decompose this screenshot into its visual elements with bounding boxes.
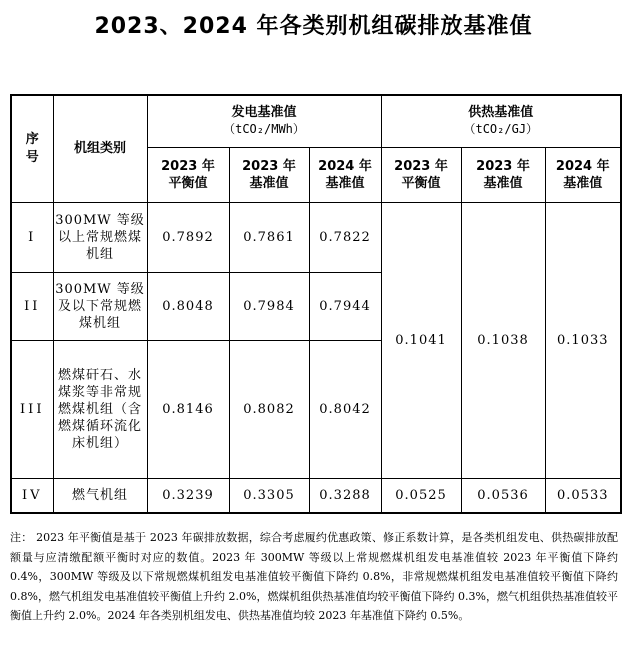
subheader-power-2024 [309, 147, 381, 202]
table-row [11, 478, 621, 513]
heat-group-unit: （tCO₂/GJ） [463, 122, 539, 137]
cell-heat-2024-coal: 0.1033 [545, 202, 621, 478]
subheader-heat-2024 [545, 147, 621, 202]
header-seq-label: 序号 [25, 131, 39, 165]
header-power-group [147, 95, 381, 147]
cell-power-balance: 0.3239 [147, 478, 229, 513]
subheader-heat-balance [381, 147, 461, 202]
cell-power-2023: 0.7861 [229, 202, 309, 272]
subheader-text: 2024 年基准值 [555, 158, 610, 191]
cell-heat-2024: 0.0533 [545, 478, 621, 513]
subheader-text: 2023 年平衡值 [394, 158, 448, 191]
subheader-text: 2023 年基准值 [242, 158, 296, 191]
subheader-power-2023 [229, 147, 309, 202]
cell-heat-balance-coal: 0.1041 [381, 202, 461, 478]
cell-power-2023: 0.3305 [229, 478, 309, 513]
cell-power-2024: 0.7822 [309, 202, 381, 272]
cell-heat-balance: 0.0525 [381, 478, 461, 513]
power-group-unit: （tCO₂/MWh） [223, 122, 305, 137]
row-seq: II [11, 272, 53, 340]
subheader-text: 2024 年基准值 [318, 158, 372, 191]
footnote: 注： 2023 年平衡值是基于 2023 年碳排放数据，综合考虑履约优惠政策、修正系数计算，是各类机组发电、供热碳排放配额量与应清缴配额平衡时对应的数值。2023 年 300MW 等级以上常规燃煤机组发电基准值较 2023 年平衡值下降约 0.4%，300MW 等级及以下常规燃煤机组发电基准值较平衡值下降约 0.8%，非常规燃煤机组发电基准值较平衡值下降约 0.8%，燃气机组发电基准值较平衡值上升约 2.0%，燃煤机组供热基准值均较平衡值下降约 0.3%，燃气机组供热基准值较平衡值上升约 2.0%。2024 年各类别机组发电、供热基准值均较 2023 年基准值下降约 0.5%。 [10, 531, 618, 622]
row-seq: IV [11, 478, 53, 513]
subheader-text: 2023 年基准值 [476, 158, 530, 191]
row-category: 燃气机组 [53, 478, 147, 513]
cell-power-2024: 0.7944 [309, 272, 381, 340]
cell-power-balance: 0.8146 [147, 340, 229, 478]
cell-power-2024: 0.3288 [309, 478, 381, 513]
table-row [11, 202, 621, 272]
page-title: 2023、2024 年各类别机组碳排放基准值 [94, 14, 533, 39]
header-category: 机组类别 [53, 95, 147, 202]
subheader-power-balance [147, 147, 229, 202]
subheader-heat-2023 [461, 147, 545, 202]
row-category: 燃煤矸石、水煤浆等非常规燃煤机组（含燃煤循环流化床机组） [53, 340, 147, 478]
cell-power-balance: 0.8048 [147, 272, 229, 340]
benchmark-table [10, 94, 622, 514]
cell-heat-2023-coal: 0.1038 [461, 202, 545, 478]
row-seq: III [11, 340, 53, 478]
row-seq: I [11, 202, 53, 272]
cell-heat-2023: 0.0536 [461, 478, 545, 513]
cell-power-balance: 0.7892 [147, 202, 229, 272]
row-category: 300MW 等级及以下常规燃煤机组 [53, 272, 147, 340]
cell-power-2024: 0.8042 [309, 340, 381, 478]
subheader-text: 2023 年平衡值 [161, 158, 215, 191]
cell-power-2023: 0.7984 [229, 272, 309, 340]
heat-group-label: 供热基准值 [468, 105, 534, 121]
header-heat-group [381, 95, 621, 147]
row-category: 300MW 等级以上常规燃煤机组 [53, 202, 147, 272]
power-group-label: 发电基准值 [231, 105, 297, 121]
header-seq [11, 95, 53, 202]
cell-power-2023: 0.8082 [229, 340, 309, 478]
